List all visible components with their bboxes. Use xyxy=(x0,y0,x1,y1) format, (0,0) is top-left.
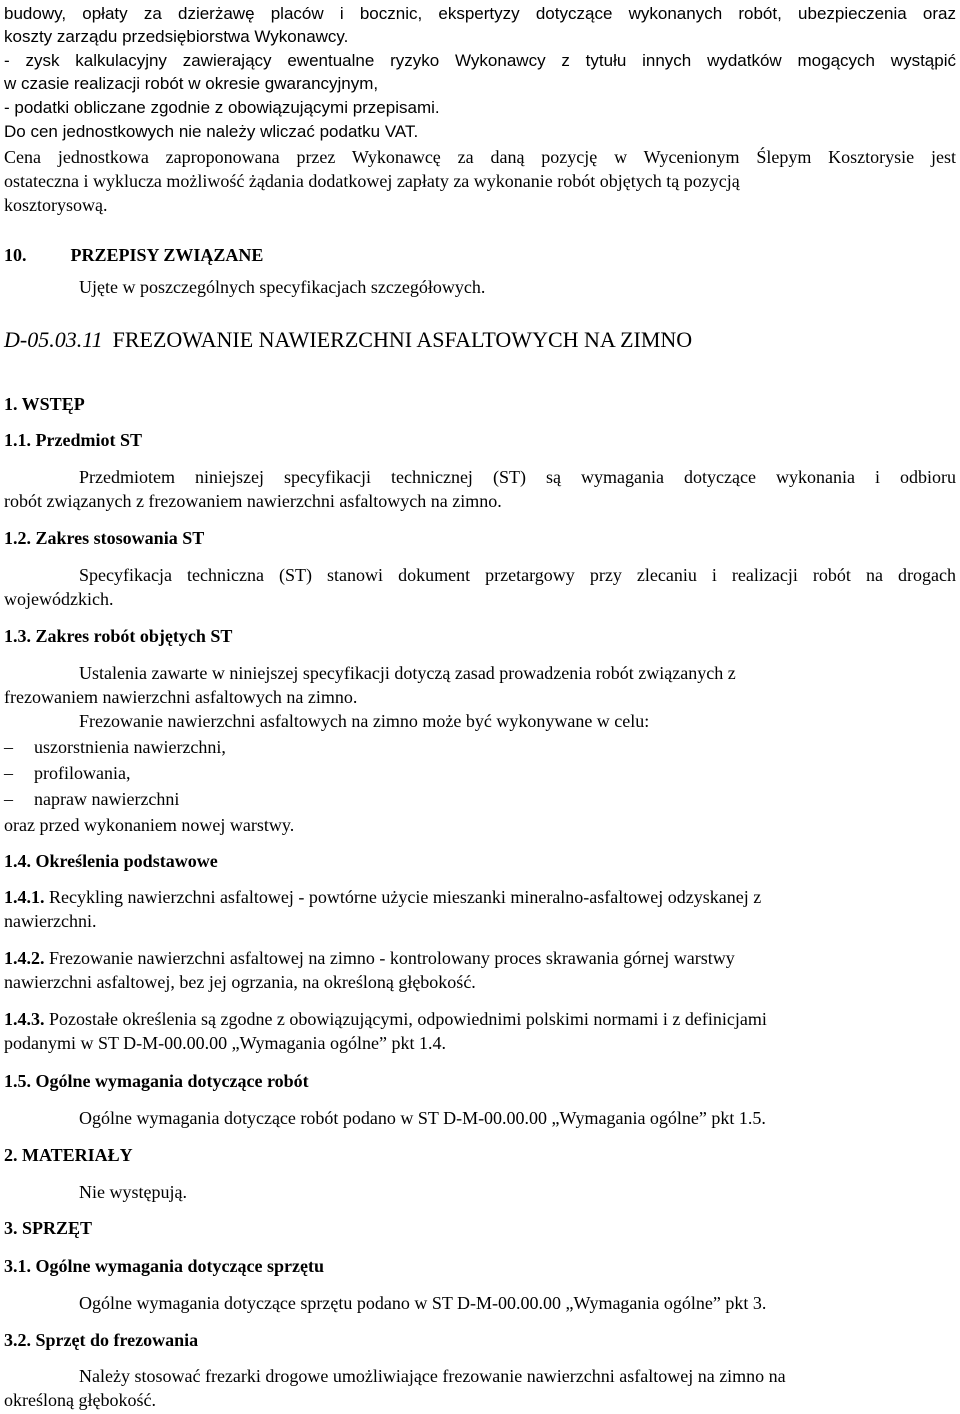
section-title: Ogólne wymagania dotyczące robót xyxy=(35,1071,309,1091)
continuation-line: budowy, opłaty za dzierżawę placów i bocznic, ekspertyzy dotyczące wykonanych robót, ubezpieczenia oraz xyxy=(4,4,956,23)
section-2-heading: 2. MATERIAŁY xyxy=(4,1145,133,1165)
paragraph-line: Frezowanie nawierzchni asfaltowych na zimno może być wykonywane w celu: xyxy=(79,711,650,731)
dash-bullet-icon: – xyxy=(4,737,13,757)
section-title: Zakres stosowania ST xyxy=(35,528,205,548)
section-title: PRZEPISY ZWIĄZANE xyxy=(70,245,264,265)
list-item-text: profilowania, xyxy=(34,763,131,783)
section-number: 1.5. xyxy=(4,1071,31,1091)
section-title: Określenia podstawowe xyxy=(35,851,218,871)
paragraph-line: robót związanych z frezowaniem nawierzchni asfaltowych na zimno. xyxy=(4,491,502,511)
definition-text: Pozostałe określenia są zgodne z obowiązującymi, odpowiednimi polskimi normami i z definicjami xyxy=(49,1009,767,1029)
section-title: Ogólne wymagania dotyczące sprzętu xyxy=(35,1256,324,1276)
paragraph-line: wojewódzkich. xyxy=(4,589,114,609)
section-3-heading: 3. SPRZĘT xyxy=(4,1218,93,1238)
definition-number: 1.4.2. xyxy=(4,948,45,968)
section-number: 1.2. xyxy=(4,528,31,548)
paragraph-line: Nie występują. xyxy=(79,1182,187,1202)
paragraph-line: określoną głębokość. xyxy=(4,1390,156,1410)
section-3-2-heading xyxy=(4,1329,956,1353)
continuation-line: kosztorysową. xyxy=(4,195,108,215)
section-number: 3.2. xyxy=(4,1330,31,1350)
paragraph-line: nawierzchni asfaltowej, bez jej ogrzania, na określoną głębokość. xyxy=(4,972,476,992)
spec-title xyxy=(4,327,956,353)
continuation-line: - zysk kalkulacyjny zawierający ewentualne ryzyko Wykonawcy z tytułu innych wydatków mogących wystąpić xyxy=(4,51,956,70)
list-item xyxy=(4,788,956,812)
paragraph-line: Ogólne wymagania dotyczące robót podano w ST D-M-00.00.00 „Wymagania ogólne” pkt 1.5. xyxy=(79,1108,766,1128)
paragraph-line: Należy stosować frezarki drogowe umożliwiające frezowanie nawierzchni asfaltowej na zimno na xyxy=(79,1366,786,1386)
section-title: Zakres robót objętych ST xyxy=(35,626,233,646)
paragraph-line: Ogólne wymagania dotyczące sprzętu podano w ST D-M-00.00.00 „Wymagania ogólne” pkt 3. xyxy=(79,1293,767,1313)
continuation-line: ostateczna i wyklucza możliwość żądania dodatkowej zapłaty za wykonanie robót objętych tą pozycją xyxy=(4,171,740,191)
definition-line xyxy=(4,947,956,971)
paragraph-line: Przedmiotem niniejszej specyfikacji technicznej (ST) są wymagania dotyczące wykonania i odbioru xyxy=(79,467,956,487)
section-1-3-heading xyxy=(4,625,956,649)
paragraph-line: frezowaniem nawierzchni asfaltowych na zimno. xyxy=(4,687,358,707)
continuation-line: w czasie realizacji robót w okresie gwarancyjnym, xyxy=(4,74,379,93)
list-item-text: uszorstnienia nawierzchni, xyxy=(34,737,226,757)
continuation-line: Do cen jednostkowych nie należy wliczać podatku VAT. xyxy=(4,122,419,141)
list-item xyxy=(4,736,956,760)
list-item xyxy=(4,762,956,786)
section-1-heading: 1. WSTĘP xyxy=(4,394,85,414)
section-title: Sprzęt do frezowania xyxy=(35,1330,199,1350)
definition-line xyxy=(4,886,956,910)
spec-code: D-05.03.11 xyxy=(4,327,103,352)
dash-bullet-icon: – xyxy=(4,789,13,809)
paragraph-line: Specyfikacja techniczna (ST) stanowi dokument przetargowy przy zlecaniu i realizacji robót na drogach xyxy=(79,565,956,585)
dash-bullet-icon: – xyxy=(4,763,13,783)
section-title: Przedmiot ST xyxy=(35,430,142,450)
paragraph-line: nawierzchni. xyxy=(4,911,97,931)
continuation-line: Cena jednostkowa zaproponowana przez Wykonawcę za daną pozycję w Wycenionym Ślepym Kosztorysie jest xyxy=(4,147,956,167)
spec-name: FREZOWANIE NAWIERZCHNI ASFALTOWYCH NA ZIMNO xyxy=(112,327,693,352)
section-number: 10. xyxy=(4,245,27,265)
paragraph-line: oraz przed wykonaniem nowej warstwy. xyxy=(4,815,295,835)
definition-number: 1.4.1. xyxy=(4,887,45,907)
section-number: 1.1. xyxy=(4,430,31,450)
definition-text: Frezowanie nawierzchni asfaltowej na zimno - kontrolowany proces skrawania górnej warstwy xyxy=(49,948,735,968)
section-number: 1.3. xyxy=(4,626,31,646)
continuation-line: koszty zarządu przedsiębiorstwa Wykonawcy. xyxy=(4,27,349,46)
section-number: 3.1. xyxy=(4,1256,31,1276)
section-10-heading xyxy=(4,244,956,268)
list-item-text: napraw nawierzchni xyxy=(34,789,180,809)
section-1-4-heading xyxy=(4,850,956,874)
definition-line xyxy=(4,1008,956,1032)
paragraph-line: Ustalenia zawarte w niniejszej specyfikacji dotyczą zasad prowadzenia robót związanych z xyxy=(79,663,736,683)
definition-text: Recykling nawierzchni asfaltowej - powtórne użycie mieszanki mineralno-asfaltowej odzyskanej z xyxy=(49,887,762,907)
continuation-line: - podatki obliczane zgodnie z obowiązującymi przepisami. xyxy=(4,98,440,117)
section-1-2-heading xyxy=(4,527,956,551)
section-number: 1.4. xyxy=(4,851,31,871)
section-10-body: Ujęte w poszczególnych specyfikacjach szczegółowych. xyxy=(79,277,486,297)
section-3-1-heading xyxy=(4,1255,956,1279)
section-1-1-heading xyxy=(4,429,956,453)
definition-number: 1.4.3. xyxy=(4,1009,45,1029)
section-1-5-heading xyxy=(4,1070,956,1094)
paragraph-line: podanymi w ST D-M-00.00.00 „Wymagania ogólne” pkt 1.4. xyxy=(4,1033,447,1053)
